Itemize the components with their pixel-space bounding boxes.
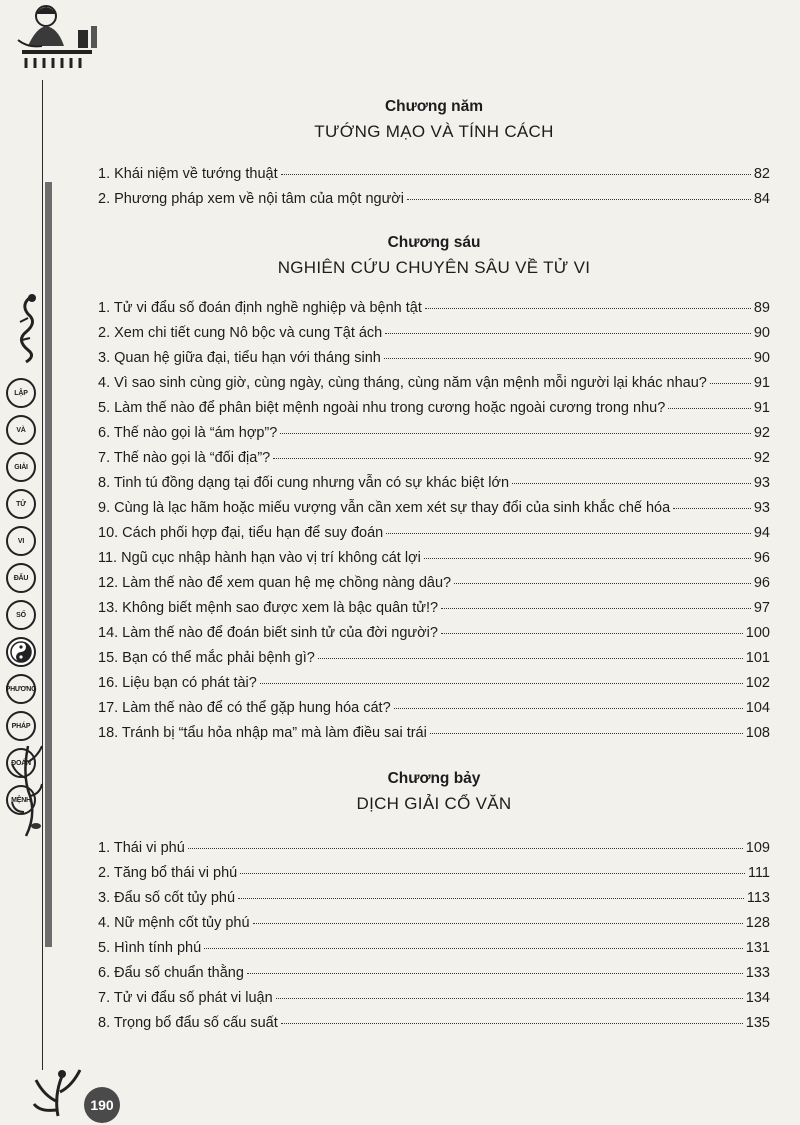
toc-entry-page: 135 [745, 1015, 770, 1031]
toc-entry-page: 108 [745, 725, 770, 741]
toc-entry[interactable] [98, 600, 770, 625]
toc-entry-page: 93 [753, 475, 770, 491]
toc-entry-page: 109 [745, 840, 770, 856]
toc-entry[interactable] [98, 425, 770, 450]
toc-entry-page: 84 [753, 191, 770, 207]
toc-entry-page: 131 [745, 940, 770, 956]
dot-leader [394, 708, 743, 709]
side-circle-11: ĐOÁN [6, 748, 36, 778]
dot-leader [668, 408, 751, 409]
toc-entry[interactable] [98, 675, 770, 700]
toc-entry[interactable] [98, 840, 770, 865]
chapter-5 [98, 98, 770, 216]
toc-entry-page: 133 [745, 965, 770, 981]
toc-entry-page: 104 [745, 700, 770, 716]
side-circle-6: ĐẨU [6, 563, 36, 593]
dot-leader [280, 433, 751, 434]
toc-entry[interactable] [98, 500, 770, 525]
page-number: 190 [84, 1087, 120, 1123]
toc-entry-text: 15. Bạn có thể mắc phải bệnh gì? [98, 650, 315, 666]
chapter-label: Chương bảy [387, 770, 481, 787]
dot-leader [430, 733, 743, 734]
toc-entry-text: 7. Tử vi đẩu số phát vi luận [98, 990, 273, 1006]
toc-entry[interactable] [98, 325, 770, 350]
toc-entry-page: 91 [753, 375, 770, 391]
table-of-contents [98, 98, 770, 1040]
toc-entry[interactable] [98, 550, 770, 575]
sage-figure-illustration [8, 0, 108, 72]
bottom-ornament-icon [30, 1062, 86, 1118]
toc-entry-text: 4. Nữ mệnh cốt tủy phú [98, 915, 250, 931]
toc-entry[interactable] [98, 350, 770, 375]
toc-entry[interactable] [98, 725, 770, 750]
toc-entry[interactable] [98, 865, 770, 890]
toc-entry-text: 7. Thế nào gọi là “đối địa”? [98, 450, 271, 466]
chapter-title: NGHIÊN CỨU CHUYÊN SÂU VỀ TỬ VI [277, 258, 591, 277]
toc-entry[interactable] [98, 450, 770, 475]
dot-leader [188, 848, 743, 849]
toc-entry-text: 3. Quan hệ giữa đại, tiểu hạn với tháng sinh [98, 350, 381, 366]
dot-leader [710, 383, 751, 384]
toc-entry-text: 12. Làm thế nào để xem quan hệ mẹ chồng nàng dâu? [98, 575, 452, 591]
toc-entry-text: 1. Tử vi đẩu số đoán định nghề nghiệp và bệnh tật [98, 300, 422, 316]
side-circle-5: VI [6, 526, 36, 556]
toc-entry[interactable] [98, 625, 770, 650]
toc-entry-page: 96 [753, 550, 770, 566]
toc-entry[interactable] [98, 191, 770, 216]
chapter-label: Chương năm [384, 98, 484, 115]
toc-entry-page: 102 [745, 675, 770, 691]
dragon-ornament-icon [14, 292, 44, 364]
side-circle-10: PHÁP [6, 711, 36, 741]
toc-entry-text: 13. Không biết mệnh sao được xem là bậc quân tử!? [98, 600, 439, 616]
dot-leader [424, 558, 751, 559]
toc-entry-page: 97 [753, 600, 770, 616]
dot-leader [673, 508, 751, 509]
yin-yang-dragon-icon [6, 637, 36, 667]
side-circle-4: TỬ [6, 489, 36, 519]
dot-leader [441, 608, 751, 609]
toc-entry-page: 111 [747, 865, 770, 881]
dot-leader [253, 923, 743, 924]
side-circle-1: LẬP [6, 378, 36, 408]
toc-entry[interactable] [98, 525, 770, 550]
dot-leader [281, 174, 751, 175]
chapter-label: Chương sáu [387, 234, 481, 251]
toc-entry[interactable] [98, 375, 770, 400]
toc-entry-text: 8. Tinh tú đồng dạng tại đối cung nhưng vẫn có sự khác biệt lớn [98, 475, 510, 491]
toc-entry[interactable] [98, 700, 770, 725]
toc-entry-page: 90 [753, 325, 770, 341]
toc-entry-text: 14. Làm thế nào để đoán biết sinh tử của đời người? [98, 625, 438, 641]
dot-leader [441, 633, 743, 634]
dot-leader [240, 873, 745, 874]
plant-ornament-icon [10, 742, 44, 838]
dot-leader [204, 948, 743, 949]
dot-leader [454, 583, 751, 584]
toc-entry[interactable] [98, 400, 770, 425]
toc-entry-page: 96 [753, 575, 770, 591]
toc-entry-text: 5. Làm thế nào để phân biệt mệnh ngoài nhu trong cương hoặc ngoài cương trong nhu? [98, 400, 666, 416]
dot-leader [276, 998, 743, 999]
dot-leader [260, 683, 743, 684]
dot-leader [318, 658, 743, 659]
side-circle-3: GIẢI [6, 452, 36, 482]
toc-entry[interactable] [98, 166, 770, 191]
toc-entry-text: 3. Đẩu số cốt tủy phú [98, 890, 236, 906]
toc-entry-page: 92 [753, 450, 770, 466]
toc-entry-text: 6. Thế nào gọi là “ám hợp”? [98, 425, 278, 441]
toc-entry-text: 2. Tăng bổ thái vi phú [98, 865, 238, 881]
dot-leader [238, 898, 744, 899]
toc-entry[interactable] [98, 990, 770, 1015]
toc-entry-text: 8. Trọng bổ đẩu số cấu suất [98, 1015, 278, 1031]
toc-entry-page: 89 [753, 300, 770, 316]
chapter-7 [98, 770, 770, 1040]
toc-entry[interactable] [98, 1015, 770, 1040]
toc-entry-text: 11. Ngũ cục nhập hành hạn vào vị trí không cát lợi [98, 550, 421, 566]
toc-entry-text: 18. Tránh bị “tẩu hỏa nhập ma” mà làm điều sai trái [98, 725, 427, 741]
toc-entry-text: 1. Khái niệm về tướng thuật [98, 166, 278, 182]
toc-entry-page: 82 [753, 166, 770, 182]
margin-band [45, 182, 52, 947]
dot-leader [407, 199, 751, 200]
toc-entry[interactable] [98, 650, 770, 675]
toc-entry-text: 5. Hình tính phú [98, 940, 202, 956]
dot-leader [386, 533, 751, 534]
dot-leader [512, 483, 751, 484]
side-circle-12: MỆNH [6, 785, 36, 815]
toc-entry-text: 2. Phương pháp xem về nội tâm của một người [98, 191, 405, 207]
dot-leader [425, 308, 751, 309]
side-circle-2: VÀ [6, 415, 36, 445]
toc-entry-text: 1. Thái vi phú [98, 840, 185, 856]
yin-yang-icon [9, 640, 33, 664]
toc-entry-page: 128 [745, 915, 770, 931]
dot-leader [247, 973, 743, 974]
toc-entry-page: 94 [753, 525, 770, 541]
chapter-title: TƯỚNG MẠO VÀ TÍNH CÁCH [314, 122, 554, 141]
toc-entry[interactable] [98, 575, 770, 600]
side-circle-7: SỐ [6, 600, 36, 630]
toc-entry-page: 91 [753, 400, 770, 416]
toc-entry-page: 93 [753, 500, 770, 516]
toc-entry-text: 2. Xem chi tiết cung Nô bộc và cung Tật ách [98, 325, 383, 341]
dot-leader [384, 358, 751, 359]
toc-entry-page: 134 [745, 990, 770, 1006]
toc-entry-text: 17. Làm thế nào để có thể gặp hung hóa cát? [98, 700, 391, 716]
toc-entry-text: 16. Liệu bạn có phát tài? [98, 675, 257, 691]
toc-entry-page: 92 [753, 425, 770, 441]
toc-entry-text: 4. Vì sao sinh cùng giờ, cùng ngày, cùng tháng, cùng năm vận mệnh mỗi người lại khác nhau? [98, 375, 707, 391]
margin-rule [42, 80, 43, 1070]
toc-entry[interactable] [98, 965, 770, 990]
toc-entry-text: 6. Đẩu số chuẩn thằng [98, 965, 244, 981]
toc-entry-text: 9. Cùng là lạc hãm hoặc miếu vượng vẫn cần xem xét sự thay đổi của sinh khắc chế hóa [98, 500, 671, 516]
toc-entry-page: 90 [753, 350, 770, 366]
toc-entry-page: 113 [746, 890, 770, 906]
toc-entry[interactable] [98, 475, 770, 500]
chapter-title: DỊCH GIẢI CỔ VĂN [356, 794, 512, 813]
toc-entry-page: 101 [745, 650, 770, 666]
dot-leader [273, 458, 751, 459]
toc-entry-page: 100 [745, 625, 770, 641]
chapter-6 [98, 234, 770, 750]
toc-entry[interactable] [98, 300, 770, 325]
toc-entry[interactable] [98, 915, 770, 940]
toc-entry[interactable] [98, 940, 770, 965]
dot-leader [385, 333, 751, 334]
toc-entry[interactable] [98, 890, 770, 915]
side-circle-9: PHƯƠNG [6, 674, 36, 704]
toc-entry-text: 10. Cách phối hợp đại, tiểu hạn để suy đoán [98, 525, 384, 541]
dot-leader [281, 1023, 743, 1024]
